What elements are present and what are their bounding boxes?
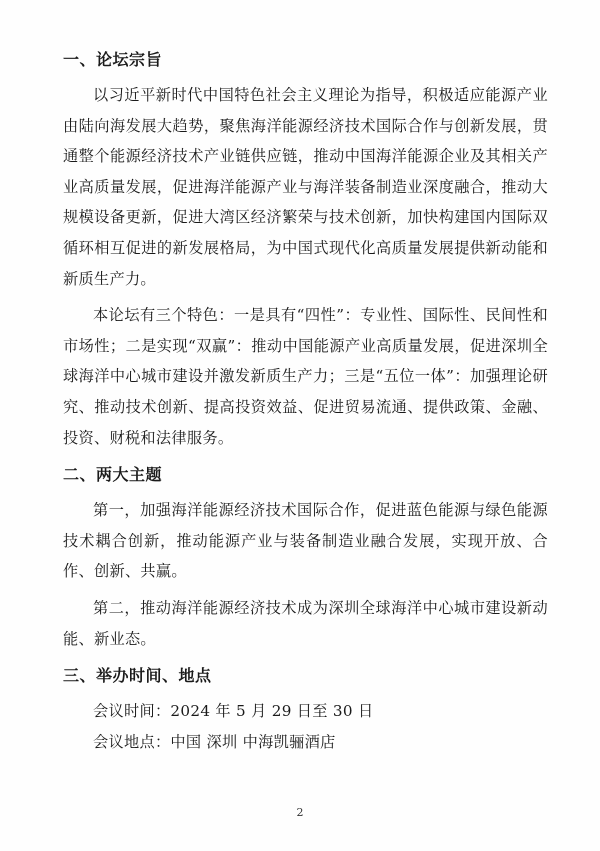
section-heading-themes: 二、两大主题 [63,465,163,485]
meeting-time: 会议时间：2024 年 5 月 29 日至 30 日 [93,702,374,721]
document-body [63,46,548,757]
meeting-location: 会议地点：中国 深圳 中海凯骊酒店 [93,732,336,751]
section-heading-time-place: 三、举办时间、地点 [63,666,212,686]
page-number: 2 [296,806,304,819]
section-heading-purpose: 一、论坛宗旨 [63,50,163,69]
paragraph-purpose-1: 以习近平新时代中国特色社会主义理论为指导，积极适应能源产业由陆向海发展大趋势，聚焦海洋能源经济技术国际合作与创新发展，贯通整个能源经济技术产业链供应链，推动中国海洋能源企业及其相关产业高质量发展，促进海洋能源产业与海洋装备制造业深度融合，推动大规模设备更新，促进大湾区经济繁荣与技术创新，加快构建国内国际双循环相互促进的新发展格局，为中国式现代化高质量发展提供新动能和新质生产力。 [63,86,548,288]
paragraph-purpose-2: 本论坛有三个特色：一是具有“四性”：专业性、国际性、民间性和市场性；二是实现“双赢”：推动中国能源产业高质量发展，促进深圳全球海洋中心城市建设并激发新质生产力；三是“五位一体”：加强理论研究、推动技术创新、提高投资效益、促进贸易流通、提供政策、金融、投资、财税和法律服务。 [63,306,548,447]
paragraph-theme-2: 第二，推动海洋能源经济技术成为深圳全球海洋中心城市建设新动能、新业态。 [63,598,548,648]
paragraph-theme-1: 第一，加强海洋能源经济技术国际合作，促进蓝色能源与绿色能源技术耦合创新，推动能源产业与装备制造业融合发展，实现开放、合作、创新、共赢。 [63,501,548,581]
